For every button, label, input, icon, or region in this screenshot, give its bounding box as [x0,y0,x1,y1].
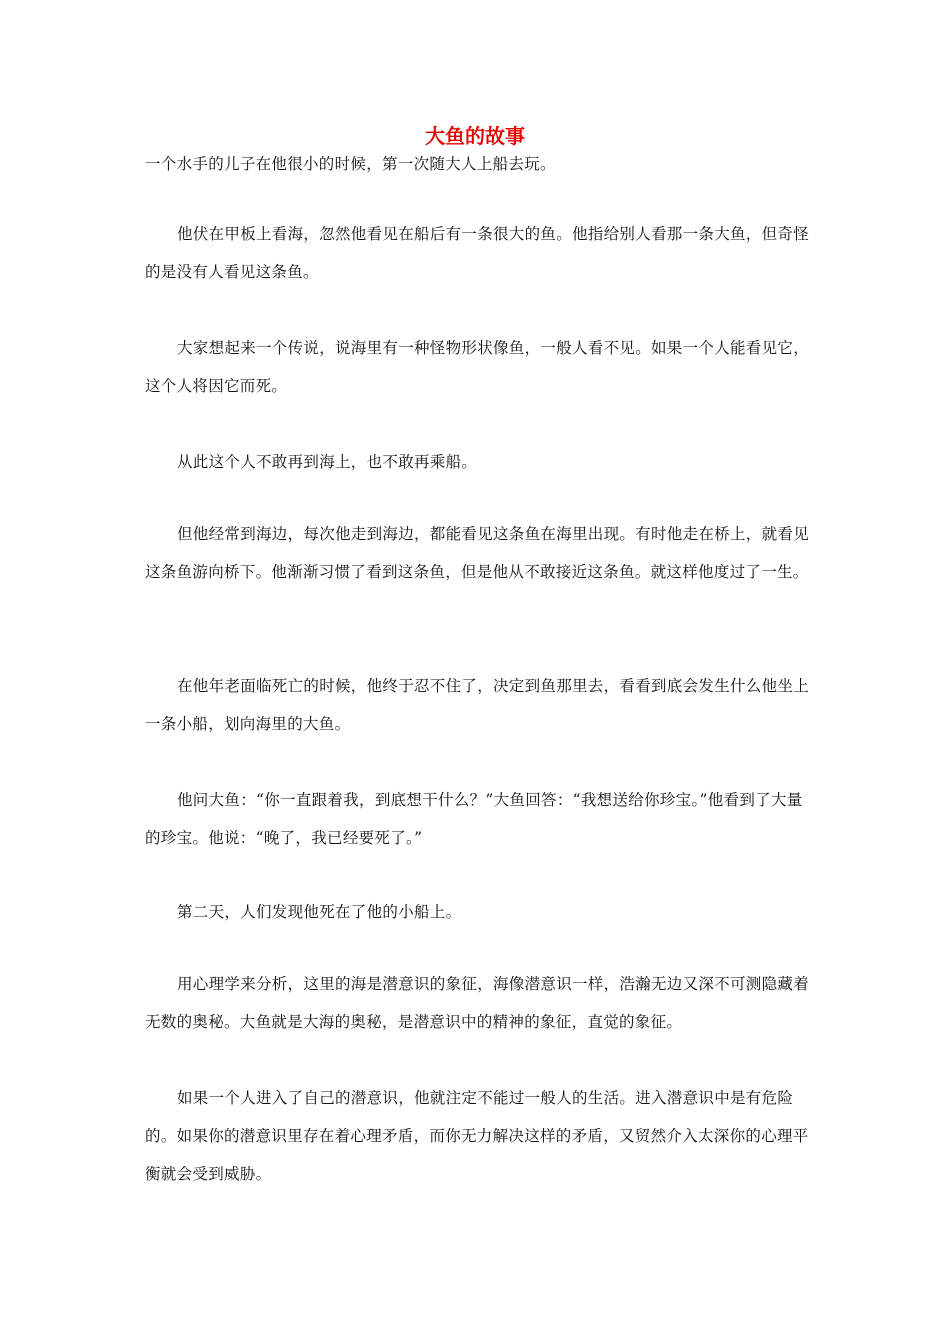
paragraph-6: 在他年老面临死亡的时候，他终于忍不住了，决定到鱼那里去，看看到底会发生什么他坐上一条小船，划向海里的大鱼。 [145,677,810,733]
paragraph-3: 大家想起来一个传说，说海里有一种怪物形状像鱼，一般人看不见。如果一个人能看见它，这个人将因它而死。 [145,339,810,395]
paragraph-2: 他伏在甲板上看海，忽然他看见在船后有一条很大的鱼。他指给别人看那一条大鱼，但奇怪的是没有人看见这条鱼。 [145,225,810,281]
paragraph-7: 他问大鱼：“你一直跟着我，到底想干什么？”大鱼回答：“我想送给你珍宝。”他看到了大量的珍宝。他说：“晚了，我已经要死了。” [145,791,803,847]
document-title: 大鱼的故事 [425,124,525,148]
paragraph-5: 但他经常到海边，每次他走到海边，都能看见这条鱼在海里出现。有时他走在桥上，就看见这条鱼游向桥下。他渐渐习惯了看到这条鱼，但是他从不敢接近这条鱼。就这样他度过了一生。 [145,525,810,581]
paragraph-8: 第二天，人们发现他死在了他的小船上。 [177,903,462,921]
paragraph-1: 一个水手的儿子在他很小的时候，第一次随大人上船去玩。 [145,155,556,173]
paragraph-4: 从此这个人不敢再到海上，也不敢再乘船。 [177,453,478,471]
paragraph-10: 如果一个人进入了自己的潜意识，他就注定不能过一般人的生活。进入潜意识中是有危险的。如果你的潜意识里存在着心理矛盾，而你无力解决这样的矛盾，又贸然介入太深你的心理平衡就会受到威胁。 [145,1089,809,1183]
paragraph-9: 用心理学来分析，这里的海是潜意识的象征，海像潜意识一样，浩瀚无边又深不可测隐藏着无数的奥秘。大鱼就是大海的奥秘，是潜意识中的精神的象征，直觉的象征。 [145,975,810,1031]
